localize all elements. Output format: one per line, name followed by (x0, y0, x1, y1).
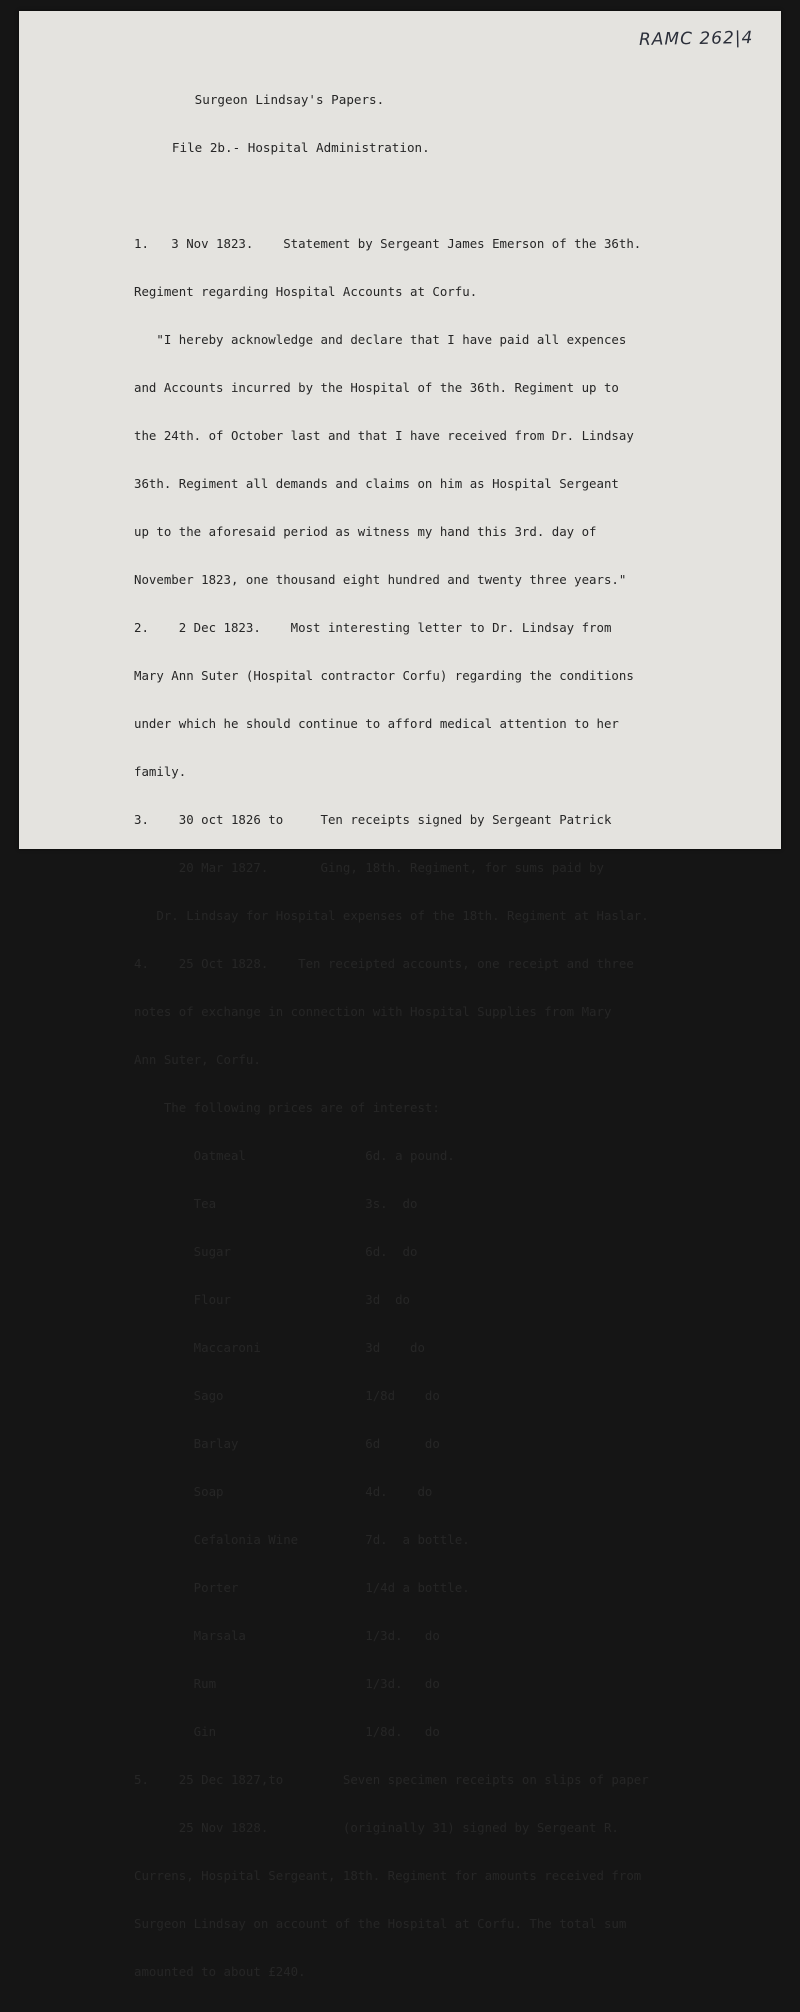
body-line: up to the aforesaid period as witness my hand this 3rd. day of (134, 524, 597, 539)
header-title: Surgeon Lindsay's Papers. (194, 92, 385, 107)
price-row: Maccaroni 3d do (134, 1340, 425, 1355)
price-row: Barlay 6d do (134, 1436, 440, 1451)
document-text (134, 60, 714, 2012)
body-line: The following prices are of interest: (134, 1100, 440, 1115)
body-line: 4. 25 Oct 1828. Ten receipted accounts, one receipt and three (134, 956, 634, 971)
header-line-1 (134, 92, 714, 108)
price-row: Tea 3s. do (134, 1196, 418, 1211)
header-line-2 (134, 140, 714, 156)
header-subtitle: File 2b.- Hospital Administration. (171, 140, 430, 155)
body-line: Mary Ann Suter (Hospital contractor Corfu) regarding the conditions (134, 668, 634, 683)
body-line: November 1823, one thousand eight hundred and twenty three years." (134, 572, 627, 587)
price-row: Marsala 1/3d. do (134, 1628, 440, 1643)
price-row: Oatmeal 6d. a pound. (134, 1148, 455, 1163)
price-row: Flour 3d do (134, 1292, 411, 1307)
price-row: Soap 4d. do (134, 1484, 433, 1499)
body-line: 3. 30 oct 1826 to Ten receipts signed by Sergeant Patrick (134, 812, 612, 827)
body-line: Ann Suter, Corfu. (134, 1052, 261, 1067)
archive-reference: RAMC 262|4 (638, 28, 754, 50)
body-line: 36th. Regiment all demands and claims on him as Hospital Sergeant (134, 476, 619, 491)
body-line: Dr. Lindsay for Hospital expenses of the 18th. Regiment at Haslar. (134, 908, 649, 923)
body-line: 20 Mar 1827. Ging, 18th. Regiment, for sums paid by (134, 860, 604, 875)
blank-line (134, 188, 714, 204)
body-line: 2. 2 Dec 1823. Most interesting letter to Dr. Lindsay from (134, 620, 612, 635)
price-row: Cefalonia Wine 7d. a bottle. (134, 1532, 470, 1547)
body-line: Regiment regarding Hospital Accounts at Corfu. (134, 284, 478, 299)
body-line: 25 Nov 1828. (originally 31) signed by Sergeant R. (134, 1820, 619, 1835)
price-row: Gin 1/8d. do (134, 1724, 440, 1739)
price-row: Sugar 6d. do (134, 1244, 418, 1259)
body-line: 5. 25 Dec 1827,to Seven specimen receipts on slips of paper (134, 1772, 649, 1787)
price-row: Sago 1/8d do (134, 1388, 440, 1403)
document-sheet (19, 11, 781, 1979)
body-line: Currens, Hospital Sergeant, 18th. Regiment for amounts received from (134, 1868, 642, 1883)
body-line: and Accounts incurred by the Hospital of the 36th. Regiment up to (134, 380, 619, 395)
body-line: Surgeon Lindsay on account of the Hospital at Corfu. The total sum (134, 1916, 627, 1931)
price-row: Porter 1/4d a bottle. (134, 1580, 470, 1595)
body-line: the 24th. of October last and that I have received from Dr. Lindsay (134, 428, 634, 443)
body-line: amounted to about £240. (134, 1964, 306, 1979)
price-row: Rum 1/3d. do (134, 1676, 440, 1691)
body-line: notes of exchange in connection with Hospital Supplies from Mary (134, 1004, 612, 1019)
body-line: "I hereby acknowledge and declare that I have paid all expences (134, 332, 627, 347)
body-line: under which he should continue to afford medical attention to her (134, 716, 619, 731)
body-line: family. (134, 764, 187, 779)
body-line: 1. 3 Nov 1823. Statement by Sergeant James Emerson of the 36th. (134, 236, 642, 251)
